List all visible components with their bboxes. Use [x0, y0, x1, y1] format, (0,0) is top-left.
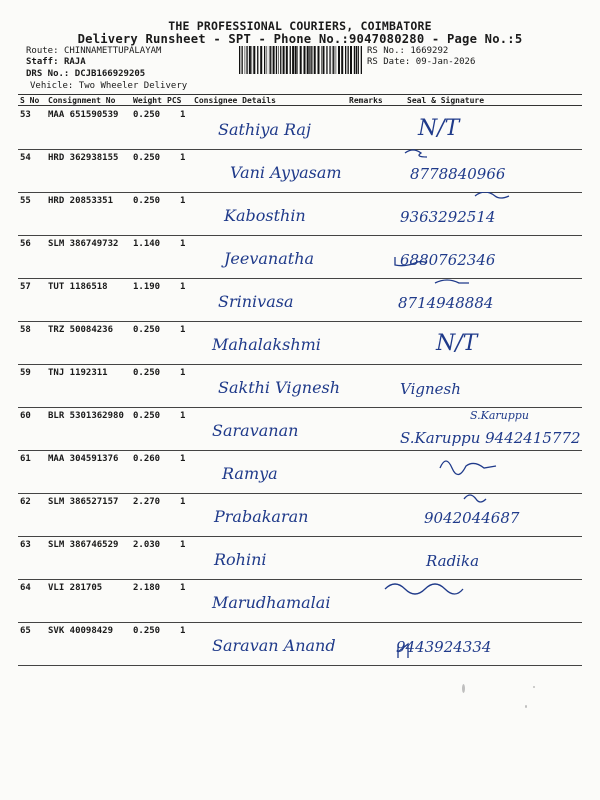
sno-cell: 63: [20, 540, 31, 550]
sno-cell: 61: [20, 454, 31, 464]
pcs-cell: 1: [180, 239, 186, 249]
consignee-signature: Vani Ayyasam: [230, 163, 342, 182]
col-consignment: Consignment No: [48, 96, 116, 105]
barcode-bar: [341, 46, 343, 74]
consignment-cell: HRD 20853351: [48, 196, 114, 206]
rs-info: [367, 46, 475, 68]
scan-speck: [462, 684, 465, 693]
barcode-bar: [348, 46, 349, 74]
signature-scribble: [360, 149, 560, 192]
pcs-cell: 1: [180, 196, 186, 206]
sno-cell: 57: [20, 282, 31, 292]
sno-cell: 56: [20, 239, 31, 249]
col-consignee: Consignee Details: [194, 96, 276, 105]
barcode-bar: [318, 46, 320, 74]
consignee-signature: Sakthi Vignesh: [218, 378, 341, 397]
pcs-cell: 1: [180, 583, 186, 593]
signature-scribble: [360, 235, 560, 278]
barcode-bar: [323, 46, 325, 74]
barcode-bar: [252, 46, 253, 74]
table-row: [18, 579, 582, 623]
consignee-signature: Kabosthin: [224, 206, 306, 225]
table-row: [18, 321, 582, 365]
barcode-bar: [314, 46, 316, 74]
table-row: [18, 149, 582, 193]
pcs-cell: 1: [180, 110, 186, 120]
barcode-bar: [276, 46, 277, 74]
signature-scribble: [360, 450, 560, 493]
consignee-signature: Mahalakshmi: [212, 335, 321, 354]
rs-date-line: [367, 57, 475, 68]
seal-signature: Radika: [426, 552, 480, 570]
table-row: [18, 622, 582, 666]
barcode: [238, 46, 363, 74]
table-row: [18, 278, 582, 322]
weight-cell: 0.250: [133, 626, 161, 636]
consignment-cell: BLR 5301362980: [48, 411, 124, 421]
sno-cell: 58: [20, 325, 31, 335]
consignment-cell: MAA 651590539: [48, 110, 119, 120]
barcode-bar: [249, 46, 251, 74]
barcode-bar: [307, 46, 309, 74]
staff-line: [26, 57, 86, 68]
weight-cell: 1.190: [133, 282, 161, 292]
vehicle-label: Vehicle:: [30, 81, 74, 91]
sno-cell: 55: [20, 196, 31, 206]
runsheet-subtitle: Delivery Runsheet - SPT - Phone No.:9047080280 - Page No.:5: [77, 32, 523, 46]
consignment-cell: TRZ 50084236: [48, 325, 114, 335]
consignment-cell: SLM 386749732: [48, 239, 119, 249]
seal-signature: N/T: [418, 116, 460, 141]
barcode-bar: [354, 46, 355, 74]
barcode-bar: [290, 46, 291, 74]
consignee-signature: Saravan Anand: [212, 636, 336, 655]
barcode-bar: [300, 46, 302, 74]
col-seal: Seal & Signature: [407, 96, 485, 105]
barcode-bar: [333, 46, 334, 74]
sno-cell: 62: [20, 497, 31, 507]
rs-no-line: [367, 46, 475, 57]
barcode-bar: [239, 46, 240, 74]
seal-signature: S.Karuppu 9442415772: [400, 429, 581, 447]
consignment-cell: TNJ 1192311: [48, 368, 108, 378]
signature-scribble: [360, 579, 560, 622]
sno-cell: 60: [20, 411, 31, 421]
consignment-cell: HRD 362938155: [48, 153, 119, 163]
pcs-cell: 1: [180, 411, 186, 421]
barcode-bar: [345, 46, 346, 74]
consignment-cell: VLI 281705: [48, 583, 103, 593]
consignee-signature: Srinivasa: [218, 292, 294, 311]
barcode-bar: [292, 46, 294, 74]
table-row: [18, 450, 582, 494]
barcode-bar: [278, 46, 279, 74]
seal-signature: 9042044687: [424, 509, 520, 527]
signature-scribble: [360, 192, 560, 235]
table-row: [18, 364, 582, 408]
barcode-bar: [336, 46, 337, 74]
col-pcs: PCS: [167, 96, 182, 105]
barcode-bar: [326, 46, 327, 74]
barcode-bar: [260, 46, 262, 74]
col-sno: S No: [20, 96, 40, 105]
barcode-bar: [297, 46, 298, 74]
consignment-cell: MAA 304591376: [48, 454, 119, 464]
barcode-bar: [304, 46, 306, 74]
weight-cell: 0.250: [133, 196, 161, 206]
seal-signature: 6880762346: [400, 251, 496, 269]
weight-cell: 2.180: [133, 583, 161, 593]
header-rule-top: [18, 94, 582, 95]
sno-cell: 59: [20, 368, 31, 378]
seal-signature: 9363292514: [400, 208, 496, 226]
barcode-bar: [246, 46, 247, 74]
signature-scribble: [360, 278, 560, 321]
signature-stroke: [440, 461, 496, 475]
table-row: [18, 106, 582, 150]
barcode-bar: [309, 46, 310, 74]
signature-stroke: [435, 280, 469, 283]
pcs-cell: 1: [180, 282, 186, 292]
staff-label: Staff:: [26, 57, 59, 67]
weight-cell: 0.260: [133, 454, 161, 464]
barcode-bar: [280, 46, 281, 74]
seal-signature: 8778840966: [410, 165, 506, 183]
signature-scribble: [360, 493, 560, 536]
pcs-cell: 1: [180, 325, 186, 335]
barcode-bar: [269, 46, 270, 74]
drs-line: [26, 69, 145, 80]
scan-speck: [525, 705, 527, 708]
scan-speck: [533, 686, 535, 688]
table-row: [18, 493, 582, 537]
seal-signature: 9443924334: [396, 638, 492, 656]
barcode-bar: [257, 46, 258, 74]
seal-signature: 8714948884: [398, 294, 494, 312]
weight-cell: 2.270: [133, 497, 161, 507]
table-row: [18, 235, 582, 279]
barcode-bar: [361, 46, 362, 74]
consignment-cell: SLM 386527157: [48, 497, 119, 507]
consignee-signature: Jeevanatha: [224, 249, 315, 268]
signature-scribble: [360, 622, 560, 665]
consignee-signature: Marudhamalai: [212, 593, 331, 612]
barcode-bar: [253, 46, 255, 74]
barcode-bar: [329, 46, 330, 74]
consignee-signature: Prabakaran: [214, 507, 309, 526]
signature-stroke: [475, 192, 509, 198]
sno-cell: 53: [20, 110, 31, 120]
sno-cell: 54: [20, 153, 31, 163]
barcode-bar: [283, 46, 285, 74]
signature-stroke: [464, 495, 486, 502]
barcode-bar: [242, 46, 243, 74]
consignment-cell: TUT 1186518: [48, 282, 108, 292]
weight-cell: 0.250: [133, 368, 161, 378]
staff-value: RAJA: [63, 57, 86, 67]
barcode-bar: [295, 46, 297, 74]
vehicle-line: [30, 81, 187, 92]
rs-date-value: 09-Jan-2026: [415, 57, 476, 67]
seal-signature: Vignesh: [400, 380, 461, 398]
weight-cell: 0.250: [133, 153, 161, 163]
rs-date-label: RS Date:: [367, 57, 411, 67]
seal-signature: N/T: [436, 331, 478, 356]
weight-cell: 0.250: [133, 325, 161, 335]
weight-cell: 0.250: [133, 411, 161, 421]
consignee-signature: Rohini: [214, 550, 267, 569]
barcode-bar: [286, 46, 288, 74]
consignee-signature: Ramya: [222, 464, 278, 483]
drs-value: DCJB166929205: [74, 69, 146, 79]
barcode-bar: [338, 46, 340, 74]
route-line: [26, 46, 161, 57]
barcode-bar: [270, 46, 271, 74]
company-title: THE PROFESSIONAL COURIERS, COIMBATORE: [168, 19, 432, 33]
weight-cell: 2.030: [133, 540, 161, 550]
table-row: [18, 407, 582, 451]
sno-cell: 65: [20, 626, 31, 636]
consignment-cell: SVK 40098429: [48, 626, 114, 636]
pcs-cell: 1: [180, 368, 186, 378]
vehicle-value: Two Wheeler Delivery: [78, 81, 188, 91]
pcs-cell: 1: [180, 540, 186, 550]
rs-no-value: 1669292: [410, 46, 449, 56]
signature-stroke: [405, 150, 427, 157]
signature-stroke: [398, 644, 408, 658]
consignee-signature: Saravanan: [212, 421, 299, 440]
consignee-signature: Sathiya Raj: [218, 120, 311, 139]
table-row: [18, 192, 582, 236]
rs-no-label: RS No.:: [367, 46, 405, 56]
barcode-bar: [350, 46, 352, 74]
barcode-bar: [264, 46, 265, 74]
consignment-cell: SLM 386746529: [48, 540, 119, 550]
route-value: CHINNAMETTUPALAYAM: [63, 46, 162, 56]
weight-cell: 1.140: [133, 239, 161, 249]
barcode-bar: [311, 46, 312, 74]
signature-stroke: [385, 584, 463, 594]
route-label: Route:: [26, 46, 59, 56]
pcs-cell: 1: [180, 454, 186, 464]
col-weight: Weight: [133, 96, 162, 105]
pcs-cell: 1: [180, 626, 186, 636]
seal-signature-name: S.Karuppu: [470, 409, 529, 422]
drs-label: DRS No.:: [26, 69, 70, 79]
pcs-cell: 1: [180, 497, 186, 507]
weight-cell: 0.250: [133, 110, 161, 120]
barcode-bar: [358, 46, 359, 74]
barcode-bar: [332, 46, 333, 74]
signature-stroke: [395, 257, 427, 266]
sno-cell: 64: [20, 583, 31, 593]
col-remarks: Remarks: [349, 96, 383, 105]
barcode-bar: [245, 46, 246, 74]
pcs-cell: 1: [180, 153, 186, 163]
barcode-bar: [267, 46, 268, 74]
barcode-bar: [321, 46, 322, 74]
barcode-bar: [273, 46, 275, 74]
barcode-bar: [356, 46, 357, 74]
table-row: [18, 536, 582, 580]
